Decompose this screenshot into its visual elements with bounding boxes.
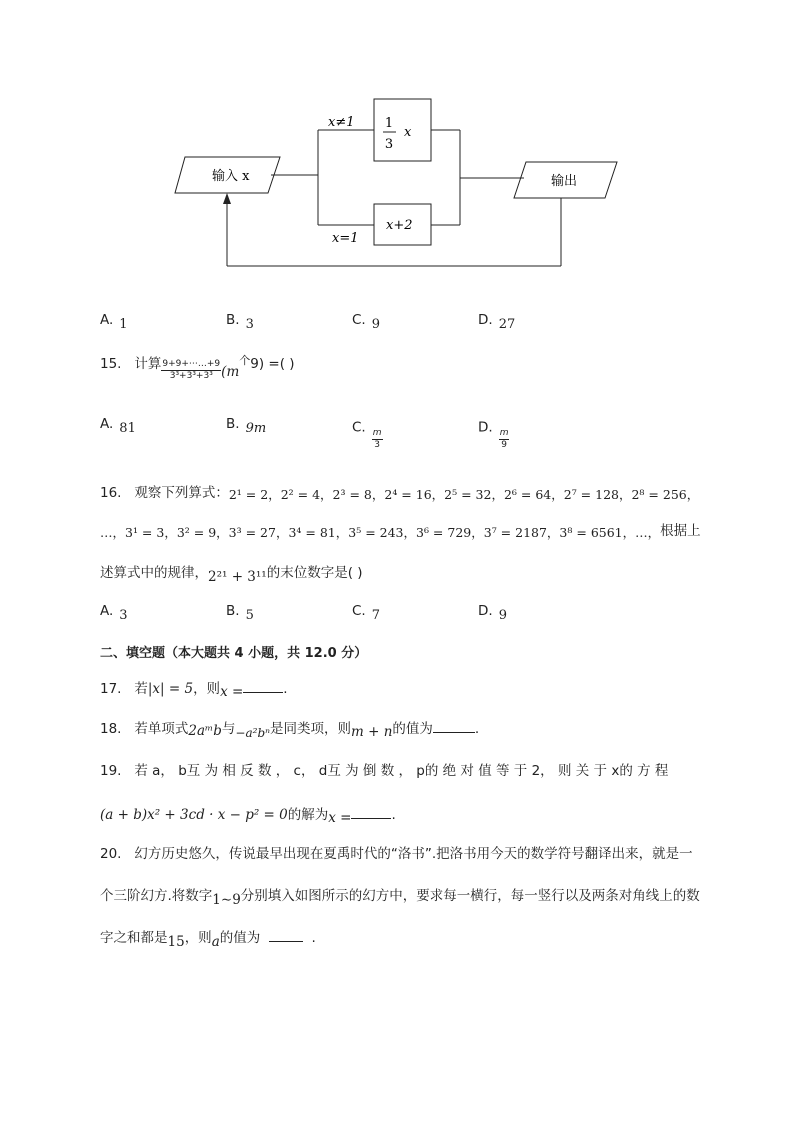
top-process-box [374,99,431,161]
q14-option-a [100,312,128,332]
output-label: 输出 [551,174,578,189]
answer-blank[interactable] [351,806,391,819]
q16-question-tail: 的末位数字是( ) [266,565,363,581]
q20-line-1 [100,842,693,862]
option-value: 7 [371,608,380,623]
q20-text: 分别填入如图所示的幻方中，要求每一横行，每一竖行以及两条对角线上的数 [240,888,700,904]
q16-rule-text: 述算式中的规律， [100,565,208,581]
answer-blank[interactable] [243,680,283,693]
option-letter: A. [100,416,114,432]
top-box-numerator: 1 [384,116,394,131]
option-letter: B. [226,603,240,619]
q20-line-3 [100,926,316,950]
question-number: 19. [100,763,122,779]
q16-intro: 观察下列算式： [134,485,229,501]
q19-line-2 [100,803,396,826]
q16-line-3 [100,561,363,585]
option-value: 81 [119,421,136,436]
q20-range: 1∼9 [212,892,241,908]
q17-text: ，则 [193,681,221,697]
option-letter: B. [226,416,240,432]
option-letter: B. [226,312,240,328]
option-letter: A. [100,603,114,619]
option-value: 9 [498,608,507,623]
q17-text: 若 [134,681,148,697]
q14-option-d [478,312,516,332]
question-number: 20. [100,846,122,862]
q17-target: x = [220,684,244,700]
option-value: 27 [498,317,516,332]
q17-condition: |x| = 5 [147,681,194,697]
q15-option-b [226,416,267,436]
q15-option-c [352,416,383,450]
q19-equation: (a + b)x² + 3cd · x − p² = 0 [100,807,288,823]
fraction-denominator: 3³+3³+3³ [169,370,213,381]
q20-variable: a [211,934,220,950]
q15-option-a [100,416,136,436]
question-number: 15. [100,356,122,372]
option-letter: C. [352,419,366,436]
q15-question [100,352,295,381]
q16-option-d [478,603,507,623]
fraction-numerator: m [372,428,382,438]
q15-prefix: 计算 [134,356,162,372]
option-letter: C. [352,603,366,619]
q18-text: 是同类项，则 [270,721,351,737]
q16-powers-of-2: 2¹ = 2，2² = 4，2³ = 8，2⁴ = 16，2⁵ = 32，2⁶ = 64，2⁷ = 128，2⁸ = 256， [228,487,700,502]
q17-question [100,677,288,700]
q18-text: 若单项式 [134,721,189,737]
top-condition-label: x≠1 [328,115,355,130]
q18-question [100,717,480,740]
q19-line-1 [100,759,668,779]
q16-option-b [226,603,254,623]
input-label: 输入 x [212,169,250,184]
q19-target: x = [328,810,352,826]
q20-text: ，则 [184,930,212,946]
option-value: 9m [245,421,267,436]
q20-end: . [311,930,316,946]
q16-option-a [100,603,128,623]
question-number: 16. [100,485,122,501]
q15-option-d [478,416,509,450]
flowchart-diagram [0,0,794,300]
q16-expression: 2²¹ + 3¹¹ [208,569,267,585]
q20-text: 幻方历史悠久，传说最早出现在夏禹时代的“洛书”.把洛书用今天的数学符号翻译出来，就是一 [134,846,693,862]
section-title: 二、填空题（本大题共 4 小题，共 12.0 分） [100,646,368,661]
q17-end: . [283,681,288,697]
option-value: 5 [245,608,254,623]
q15-ge: 个 [239,354,251,367]
option-letter: C. [352,312,366,328]
q18-monomial-2: −a²bⁿ [235,726,270,740]
q19-end: . [391,807,396,823]
option-value: 1 [119,317,128,332]
q19-text: 的解为 [287,807,329,823]
q16-powers-of-3: …，3¹ = 3，3² = 9，3³ = 27，3⁴ = 81，3⁵ = 243，3⁶ = 729，3⁷ = 2187，3⁸ = 6561，…， [100,525,661,540]
q15-paren-m: (m [221,364,240,380]
option-fraction [372,428,383,451]
q15-tail: 9) =( ) [250,356,295,372]
top-box-denominator: 3 [384,137,394,152]
answer-blank[interactable] [269,929,303,942]
option-value: 3 [119,608,128,623]
question-number: 18. [100,721,122,737]
option-fraction [499,428,510,451]
option-value: 3 [245,317,254,332]
option-letter: D. [478,312,493,328]
q20-text: 的值为 [219,930,261,946]
q20-sum-value: 15 [167,934,185,950]
q16-continuation: 根据上 [660,523,701,539]
question-number: 17. [100,681,122,697]
option-letter: A. [100,312,114,328]
fraction-denominator: 3 [374,440,380,450]
q18-sum: m + n [351,724,393,740]
q20-text: 个三阶幻方.将数字 [100,888,213,904]
q18-text: 与 [221,721,236,737]
q16-option-c [352,603,380,623]
q15-fraction [161,359,221,382]
q20-text: 字之和都是 [100,930,168,946]
q18-text: 的值为 [392,721,433,737]
option-letter: D. [478,419,493,436]
fraction-numerator: 9+9+⋯…+9 [162,358,221,369]
fraction-numerator: m [499,428,509,438]
fraction-denominator: 9 [501,440,507,450]
feedback-arrowhead-icon [223,193,231,204]
option-value: 9 [371,317,380,332]
q16-line-1 [100,481,699,501]
q14-option-c [352,312,380,332]
bottom-condition-label: x=1 [332,231,359,246]
q18-end: . [474,721,480,737]
q18-monomial-1: 2aᵐb [188,723,222,739]
bottom-box-expression: x+2 [386,218,413,233]
q19-conditions: 若 a， b互 为 相 反 数 ， c， d互 为 倒 数 ， p的 绝 对 值 等 于 2， 则 关 于 x的 方 程 [134,763,669,779]
q14-option-b [226,312,254,332]
top-box-variable: x [404,125,412,140]
q16-line-2 [100,519,701,540]
answer-blank[interactable] [433,720,475,733]
option-letter: D. [478,603,493,619]
q20-line-2 [100,884,700,908]
